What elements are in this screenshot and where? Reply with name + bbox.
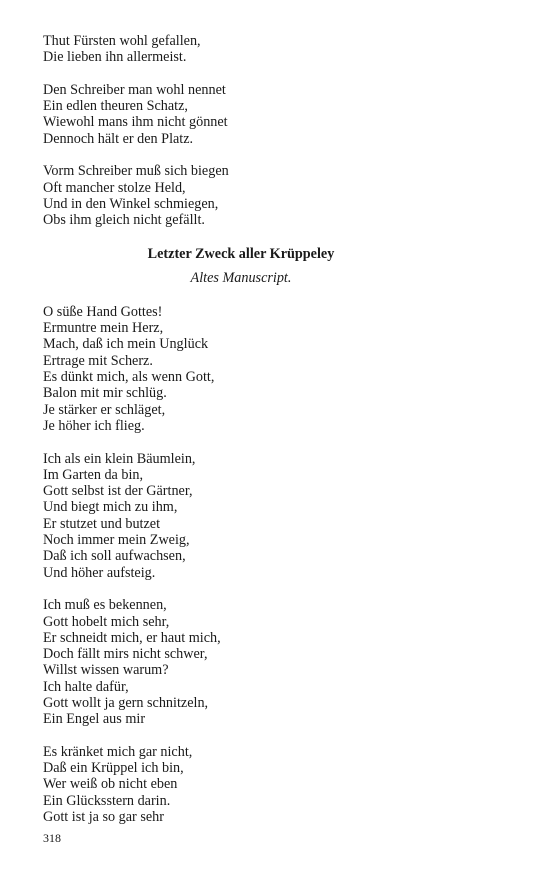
- verse-line: Ein Engel aus mir: [43, 711, 146, 728]
- verse-line: O süße Hand Gottes!: [43, 303, 163, 320]
- verse-line: Gott hobelt mich sehr,: [43, 613, 170, 630]
- verse-line: Gott wollt ja gern schnitzeln,: [43, 694, 209, 711]
- spacer: [43, 287, 513, 304]
- verse-line: Wer weiß ob nicht eben: [43, 776, 178, 793]
- verse-line: Er stutzet und butzet: [43, 515, 161, 532]
- verse-line: Ein edlen theuren Schatz,: [43, 98, 188, 115]
- poem-subtitle: Altes Manuscript.: [190, 269, 292, 286]
- verse-line: Es dünkt mich, als wenn Gott,: [43, 369, 215, 386]
- verse-line: Gott ist ja so gar sehr: [43, 809, 164, 826]
- verse-line: Im Garten da bin,: [43, 466, 144, 483]
- verse-line: Noch immer mein Zweig,: [43, 532, 190, 549]
- verse-line: Ich halte dafür,: [43, 678, 129, 695]
- verse-line: Ermuntre mein Herz,: [43, 320, 164, 337]
- verse-line: Daß ich soll aufwachsen,: [43, 548, 186, 565]
- verse-line: Obs ihm gleich nicht gefällt.: [43, 212, 205, 229]
- verse-line: Willst wissen warum?: [43, 662, 169, 679]
- verse-line: Balon mit mir schlüg.: [43, 385, 167, 402]
- verse-line: Ich als ein klein Bäumlein,: [43, 450, 196, 467]
- verse-line: Ich muß es bekennen,: [43, 597, 167, 614]
- verse-line: Ertrage mit Scherz.: [43, 352, 153, 369]
- stanza: [43, 33, 513, 66]
- verse-line: Doch fällt mirs nicht schwer,: [43, 646, 208, 663]
- poem-title: Letzter Zweck aller Krüppeley: [147, 245, 335, 262]
- verse-line: Vorm Schreiber muß sich biegen: [43, 163, 229, 180]
- verse-line: Den Schreiber man wohl nennet: [43, 81, 226, 98]
- verse-line: Mach, daß ich mein Unglück: [43, 336, 209, 353]
- stanza: [43, 304, 513, 434]
- verse-line: Dennoch hält er den Platz.: [43, 130, 194, 147]
- verse-line: Gott selbst ist der Gärtner,: [43, 483, 193, 500]
- verse-line: Oft mancher stolze Held,: [43, 179, 186, 196]
- stanza: [43, 597, 513, 727]
- verse-line: Und höher aufsteig.: [43, 564, 156, 581]
- verse-line: Er schneidt mich, er haut mich,: [43, 629, 221, 646]
- page-number: 318: [43, 831, 61, 845]
- verse-line: Je stärker er schläget,: [43, 401, 166, 418]
- stanza: [43, 163, 513, 228]
- verse-line: Die lieben ihn allermeist.: [43, 49, 187, 66]
- verse-line: Je höher ich flieg.: [43, 417, 145, 434]
- poem-heading: [43, 245, 439, 287]
- verse-line: Wiewohl mans ihm nicht gönnet: [43, 114, 228, 131]
- verse-line: Und biegt mich zu ihm,: [43, 499, 178, 516]
- page-text: [43, 33, 513, 842]
- stanza: [43, 82, 513, 147]
- verse-line: Daß ein Krüppel ich bin,: [43, 760, 184, 777]
- verse-line: Und in den Winkel schmiegen,: [43, 195, 219, 212]
- verse-line: Thut Fürsten wohl gefallen,: [43, 33, 201, 49]
- verse-line: Es kränket mich gar nicht,: [43, 743, 193, 760]
- stanza: [43, 451, 513, 581]
- verse-line: Ein Glücksstern darin.: [43, 792, 171, 809]
- stanza: [43, 744, 513, 825]
